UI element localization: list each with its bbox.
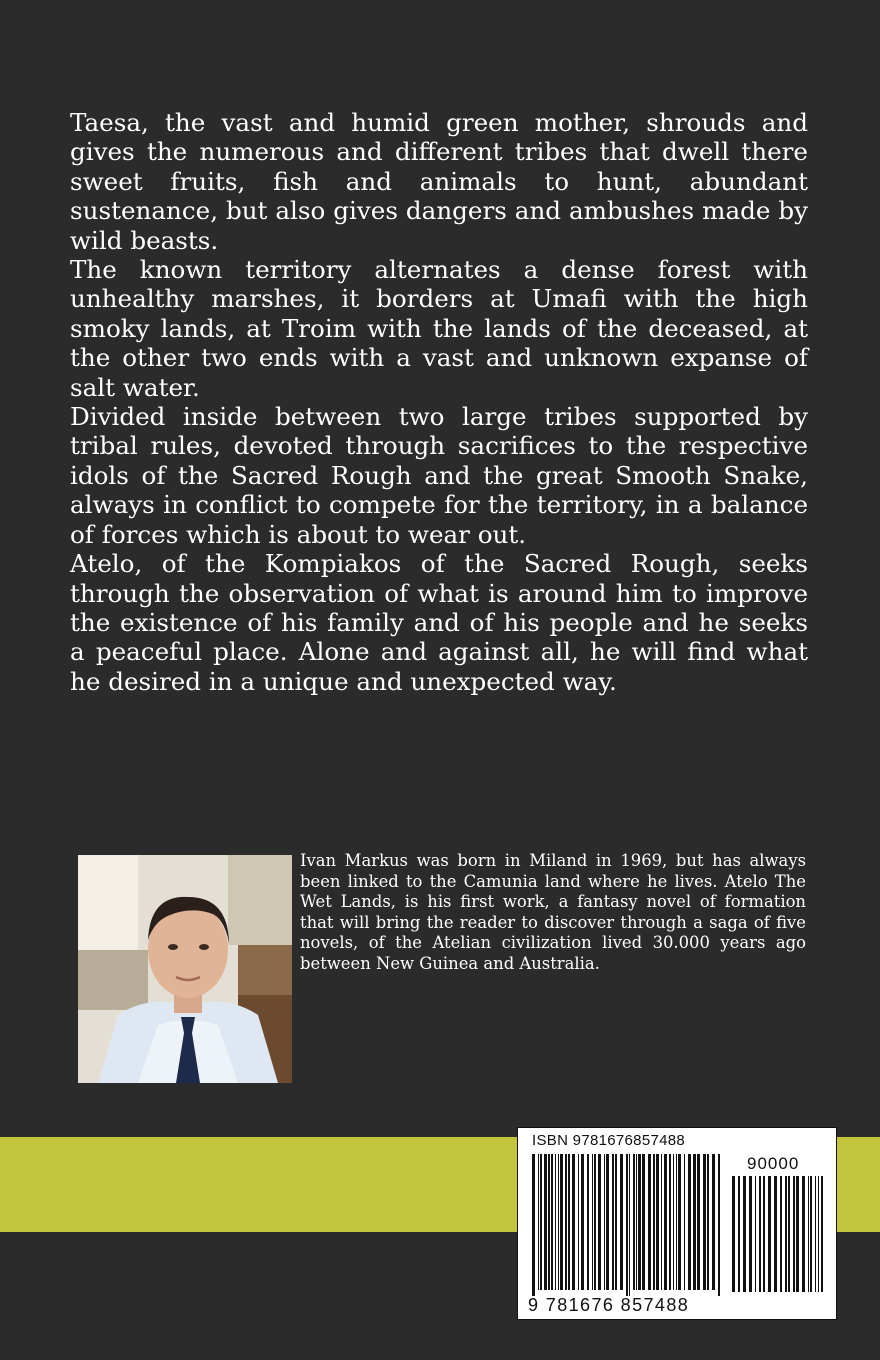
barcode-bar bbox=[763, 1176, 765, 1292]
barcode-bar bbox=[633, 1154, 635, 1290]
barcode-bar bbox=[808, 1176, 809, 1292]
barcode-bar bbox=[604, 1154, 605, 1290]
barcode-bar bbox=[703, 1154, 706, 1290]
author-portrait-illustration bbox=[78, 855, 292, 1083]
barcode-bar bbox=[587, 1154, 589, 1290]
barcode-bar bbox=[774, 1176, 777, 1292]
barcode-bar bbox=[598, 1154, 601, 1290]
barcode-bar bbox=[581, 1154, 584, 1290]
barcode-bar bbox=[626, 1154, 628, 1296]
barcode-bar bbox=[755, 1176, 756, 1292]
barcode-digits: 9 781676 857488 bbox=[528, 1295, 690, 1315]
barcode-bar bbox=[664, 1154, 667, 1290]
barcode-bar bbox=[538, 1154, 539, 1290]
barcode-bar bbox=[802, 1176, 805, 1292]
barcode-bar bbox=[780, 1176, 782, 1292]
barcode-bar bbox=[661, 1154, 662, 1290]
barcode-bar bbox=[620, 1154, 623, 1290]
barcode-bar bbox=[718, 1154, 720, 1296]
barcode-bar bbox=[636, 1154, 637, 1290]
barcode-bar bbox=[785, 1176, 787, 1292]
barcode-bar bbox=[821, 1176, 823, 1292]
barcode-bar bbox=[551, 1154, 553, 1290]
barcode-bar bbox=[540, 1154, 542, 1290]
barcode-bar bbox=[676, 1154, 677, 1290]
blurb-paragraph: The known territory alternates a dense forest with unhealthy marshes, it borders at Umafi with the high smoky lands, at Troim with the lands of the deceased, at the other two ends with a vast and unknown expanse of salt water. bbox=[70, 255, 808, 402]
barcode-bar bbox=[565, 1154, 567, 1290]
barcode-bar bbox=[544, 1154, 547, 1290]
barcode-bar bbox=[810, 1176, 812, 1292]
barcode-bar bbox=[684, 1154, 685, 1290]
barcode-bar bbox=[732, 1176, 735, 1292]
barcode-bar bbox=[818, 1176, 819, 1292]
barcode-bar bbox=[653, 1154, 655, 1290]
barcode-bar bbox=[606, 1154, 609, 1290]
isbn-label: ISBN 9781676857488 bbox=[532, 1132, 686, 1149]
barcode-bar bbox=[532, 1154, 535, 1296]
author-photo bbox=[78, 855, 292, 1083]
barcode-bar bbox=[648, 1154, 651, 1290]
barcode-bar bbox=[712, 1154, 715, 1290]
barcode-bar bbox=[749, 1176, 752, 1292]
barcode-bar bbox=[642, 1154, 645, 1290]
barcode-bar bbox=[558, 1154, 559, 1290]
barcode-bar bbox=[615, 1154, 617, 1290]
blurb-paragraph: Divided inside between two large tribes supported by tribal rules, devoted through sacrifices to the respective idols of the Sacred Rough and the great Smooth Snake, always in conflict to compete for the territory, in a balance of forces which is about to wear out. bbox=[70, 402, 808, 549]
barcode-bar bbox=[578, 1154, 579, 1290]
barcode-bar bbox=[656, 1154, 659, 1290]
barcode-bar bbox=[738, 1176, 740, 1292]
back-cover-blurb bbox=[70, 108, 808, 696]
barcode-bar bbox=[796, 1176, 799, 1292]
barcode-bar bbox=[697, 1154, 700, 1290]
barcode-bar bbox=[688, 1154, 691, 1290]
barcode-bar bbox=[548, 1154, 550, 1290]
barcode-bar bbox=[759, 1176, 761, 1292]
barcode-bar bbox=[568, 1154, 570, 1290]
author-bio bbox=[300, 851, 806, 975]
barcode-bar bbox=[555, 1154, 556, 1290]
barcode-bar bbox=[629, 1154, 630, 1296]
barcode-bar bbox=[669, 1154, 671, 1290]
barcode-bar bbox=[594, 1154, 596, 1290]
barcode-bar bbox=[815, 1176, 816, 1292]
barcode-bar bbox=[673, 1154, 674, 1290]
barcode-bar bbox=[592, 1154, 593, 1290]
barcode-bar bbox=[793, 1176, 795, 1292]
barcode-bar bbox=[678, 1154, 681, 1290]
barcode-bar bbox=[788, 1176, 790, 1292]
barcode-bar bbox=[612, 1154, 614, 1290]
barcode-bar bbox=[638, 1154, 641, 1290]
author-bio-text: Ivan Markus was born in Miland in 1969, but has always been linked to the Camunia land where he lives. Atelo The Wet Lands, is his first work, a fantasy novel of formation that will bring the reader to discover through a saga of five novels, of the Atelian civilization lived 30.000 years ago between New Guinea and Australia. bbox=[300, 851, 806, 973]
barcode-bar bbox=[560, 1154, 563, 1290]
isbn-barcode bbox=[517, 1127, 837, 1320]
blurb-paragraph: Taesa, the vast and humid green mother, shrouds and gives the numerous and different tribes that dwell there sweet fruits, fish and animals to hunt, abundant sustenance, but also gives dangers and ambushes made by wild beasts. bbox=[70, 108, 808, 255]
blurb-paragraph: Atelo, of the Kompiakos of the Sacred Rough, seeks through the observation of what is around him to improve the existence of his family and of his people and he seeks a peaceful place. Alone and against all, he will find what he desired in a unique and unexpected way. bbox=[70, 549, 808, 696]
barcode-bar bbox=[572, 1154, 575, 1290]
barcode-bar bbox=[707, 1154, 709, 1290]
price-code: 90000 bbox=[747, 1154, 800, 1173]
barcode-bar bbox=[768, 1176, 771, 1292]
barcode-bar bbox=[743, 1176, 746, 1292]
barcode-bar bbox=[693, 1154, 696, 1290]
